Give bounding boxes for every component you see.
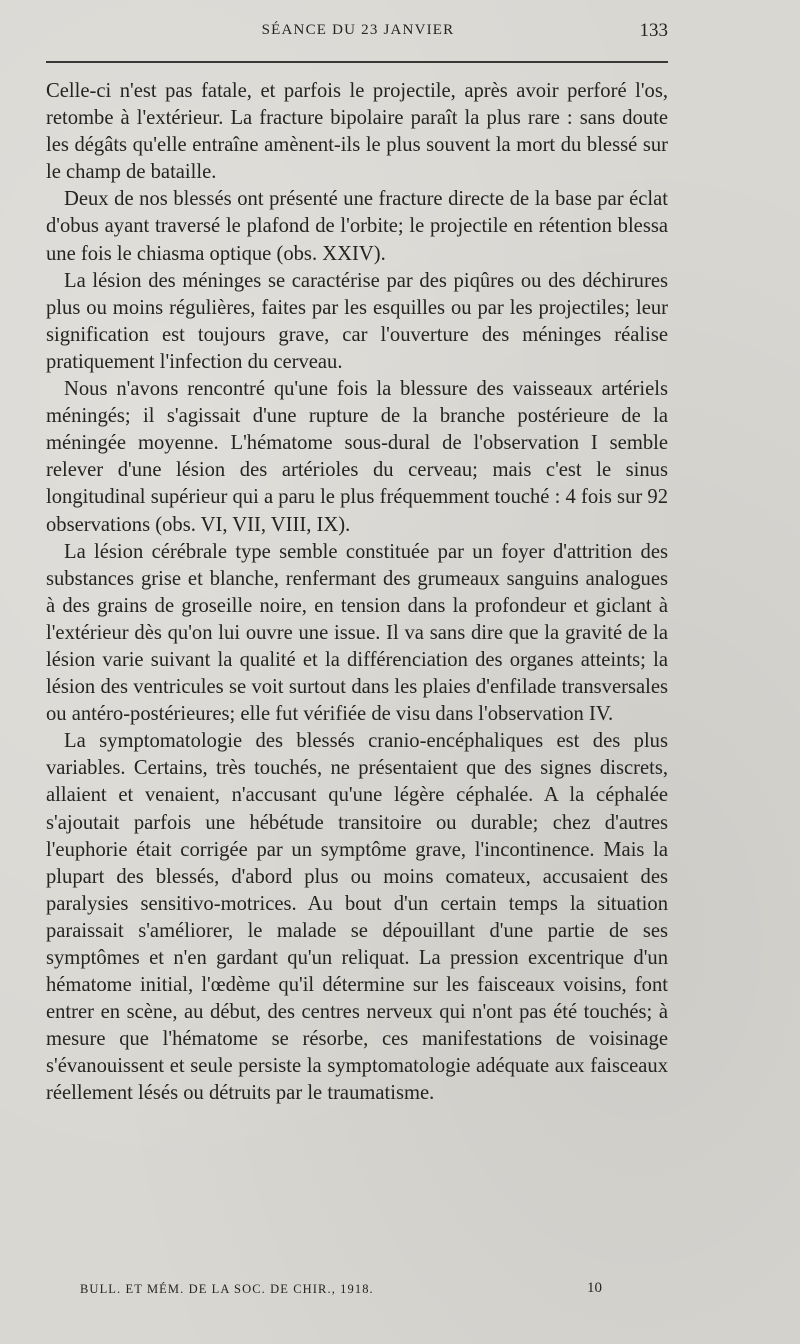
signature-mark: 10 xyxy=(587,1280,602,1296)
paragraph-vessels: Nous n'avons rencontré qu'une fois la blessure des vaisseaux artériels méningés; il s'agissait d'une rupture de la branche postérieure de la méningée moyenne. L'hématome sous-dural de l'observation I semble relever d'une lésion des artérioles du cerveau; mais c'est le sinus longitudinal supérieur qui a paru le plus fréquemment touché : 4 fois sur 92 observations (obs. VI, VII, VIII, IX). xyxy=(46,378,668,536)
running-title: SÉANCE DU 23 JANVIER xyxy=(261,22,455,38)
paragraph-symptomatology: La symptomatologie des blessés cranio-encéphaliques est des plus variables. Certains, très touchés, ne présentaient que des signes discrets, allaient et venaient, n'accusant qu'une légère céphalée. A la céphalée s'ajoutait parfois une hébétude transitoire ou durable; chez d'autres l'euphorie était corrigée par un symptôme grave, l'incontinence. Mais la plupart des blessés, d'abord plus ou moins comateux, accusaient des paralysies sensitivo-motrices. Au bout d'un certain temps la situation paraissait s'améliorer, le malade se dépouillant d'une partie de ses symptômes et n'en gardant qu'un reliquat. La pression excentrique d'un hématome initial, l'œdème qu'il détermine sur les faisceaux voisins, font entrer en scène, au début, des centres nerveux qui n'ont pas été touchés; à mesure que l'hématome se résorbe, ces manifestations de voisinage s'évanouissent et seule persiste la symptomatologie adéquate aux faisceaux réellement lésés ou détruits par le traumatisme. xyxy=(46,730,668,1105)
header-rule xyxy=(46,61,668,63)
page-number: 133 xyxy=(639,20,668,41)
paragraph-skull-base-fracture: Deux de nos blessés ont présenté une fracture directe de la base par éclat d'obus ayant traversé le plafond de l'orbite; le projectile en rétention blessa une fois le chiasma optique (obs. XXIV). xyxy=(46,188,668,265)
page-footer xyxy=(80,1280,600,1300)
footer-citation: BULL. ET MÉM. DE LA SOC. DE CHIR., 1918. xyxy=(80,1282,374,1296)
page-header xyxy=(48,20,668,44)
paragraph-continuation: Celle-ci n'est pas fatale, et parfois le projectile, après avoir perforé l'os, retombe à l'extérieur. La fracture bipolaire paraît la plus rare : sans doute les dégâts qu'elle entraîne amènent-ils le plus souvent la mort du blessé sur le champ de bataille. xyxy=(46,80,668,184)
body-text xyxy=(46,78,668,1108)
paragraph-meninges: La lésion des méninges se caractérise par des piqûres ou des déchirures plus ou moins régulières, faites par les esquilles ou par les projectiles; leur signification est toujours grave, car l'ouverture des méninges réalise pratiquement l'infection du cerveau. xyxy=(46,269,668,373)
paragraph-cerebral-lesion: La lésion cérébrale type semble constituée par un foyer d'attrition des substances grise et blanche, renfermant des grumeaux sanguins analogues à des grains de groseille noire, en tension dans la profondeur et giclant à l'extérieur dès qu'on lui ouvre une issue. Il va sans dire que la gravité de la lésion varie suivant la qualité et la différenciation des organes atteints; la lésion des ventricules se voit surtout dans les plaies d'enfilade transversales ou antéro-postérieures; elle fut vérifiée de visu dans l'observation IV. xyxy=(46,540,668,726)
